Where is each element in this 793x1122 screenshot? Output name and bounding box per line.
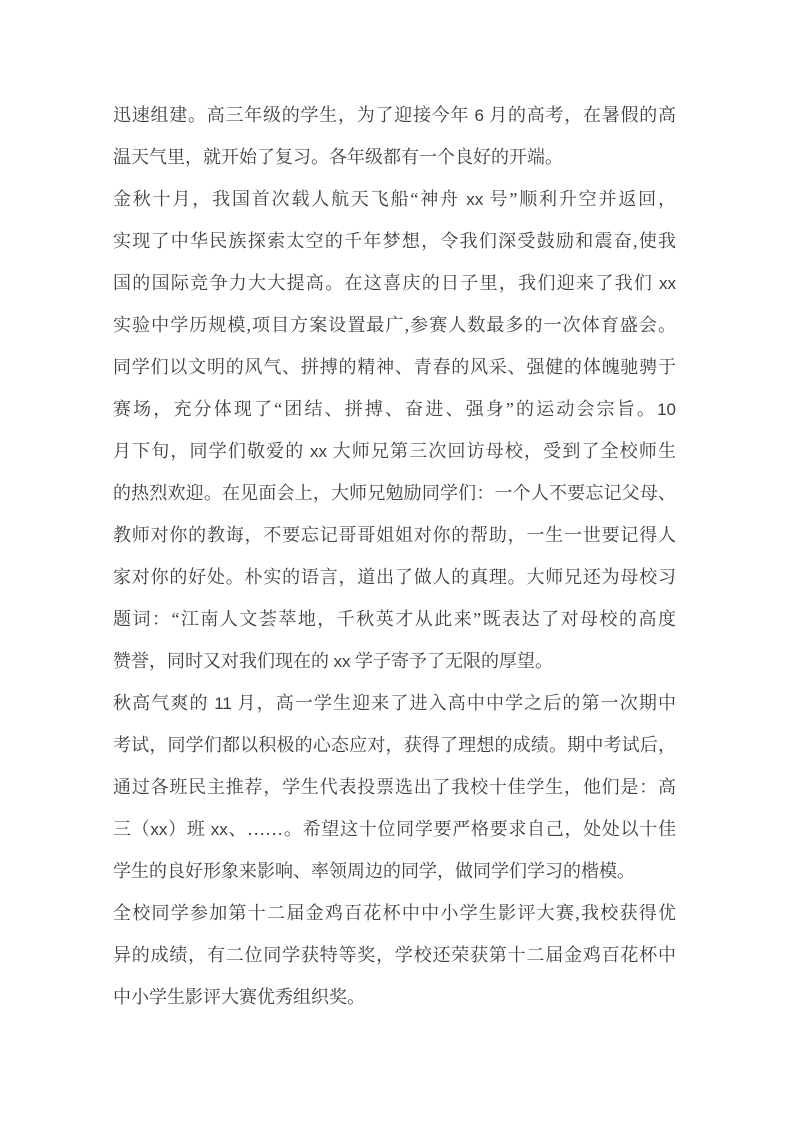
paragraph (113, 178, 676, 682)
text-line: 全校同学参加第十二届金鸡百花杯中中小学生影评大赛,我校获得优 (113, 903, 676, 923)
text-line: 通过各班民主推荐，学生代表投票选出了我校十佳学生，他们是：高 (113, 777, 676, 797)
text-line: 教师对你的教诲，不要忘记哥哥姐姐对你的帮助，一生一世要记得人 (113, 525, 676, 545)
text-line: 家对你的好处。朴实的语言，道出了做人的真理。大师兄还为母校习 (113, 567, 676, 587)
paragraph (113, 682, 676, 892)
text-line: 实验中学历规模,项目方案设置最广,参赛人数最多的一次体育盛会。 (113, 315, 676, 335)
text-line: 同学们以文明的风气、拼搏的精神、青春的风采、强健的体魄驰骋于 (113, 357, 676, 377)
paragraph (113, 892, 676, 1018)
text-line: 国的国际竞争力大大提高。在这喜庆的日子里，我们迎来了我们 xx (113, 273, 676, 293)
latin-text: xx (333, 652, 351, 671)
text-line: 月下旬，同学们敬爱的 xx 大师兄第三次回访母校，受到了全校师生 (113, 441, 676, 461)
latin-text: 6 (474, 106, 484, 125)
text-line: 三（xx）班 xx、……。希望这十位同学要严格要求自己，处处以十佳 (113, 819, 676, 839)
text-line: 温天气里，就开始了复习。各年级都有一个良好的开端。 (113, 147, 563, 167)
text-line: 秋高气爽的 11 月，高一学生迎来了进入高中中学之后的第一次期中 (113, 693, 676, 713)
text-line: 赞誉，同时又对我们现在的 xx 学子寄予了无限的厚望。 (113, 651, 553, 671)
paragraph (113, 94, 676, 178)
text-line: 的热烈欢迎。在见面会上，大师兄勉励同学们：一个人不要忘记父母、 (113, 483, 676, 503)
text-line: 异的成绩，有二位同学获特等奖，学校还荣获第十二届金鸡百花杯中 (113, 945, 676, 965)
text-line: 学生的良好形象来影响、率领周边的同学，做同学们学习的楷模。 (113, 861, 635, 881)
text-line: 题词：“江南人文荟萃地，千秋英才从此来”既表达了对母校的高度 (113, 609, 676, 629)
latin-text: 11 (214, 694, 232, 713)
text-line: 赛场，充分体现了“团结、拼搏、奋进、强身”的运动会宗旨。10 (113, 399, 676, 419)
text-line: 中小学生影评大赛优秀组织奖。 (113, 987, 365, 1007)
text-line: 实现了中华民族探索太空的千年梦想，令我们深受鼓励和震奋,使我 (113, 231, 676, 251)
latin-text: xx (310, 442, 328, 461)
text-line: 考试，同学们都以积极的心态应对，获得了理想的成绩。期中考试后， (113, 735, 676, 755)
text-line: 金秋十月，我国首次载人航天飞船“神舟 xx 号”顺利升空并返回， (113, 189, 676, 209)
latin-text: xx (150, 820, 168, 839)
document-body (113, 94, 676, 1018)
latin-text: xx (659, 274, 676, 293)
latin-text: xx (466, 190, 484, 209)
latin-text: 10 (657, 400, 676, 419)
text-line: 迅速组建。高三年级的学生，为了迎接今年 6 月的高考，在暑假的高 (113, 105, 676, 125)
latin-text: xx (210, 820, 228, 839)
